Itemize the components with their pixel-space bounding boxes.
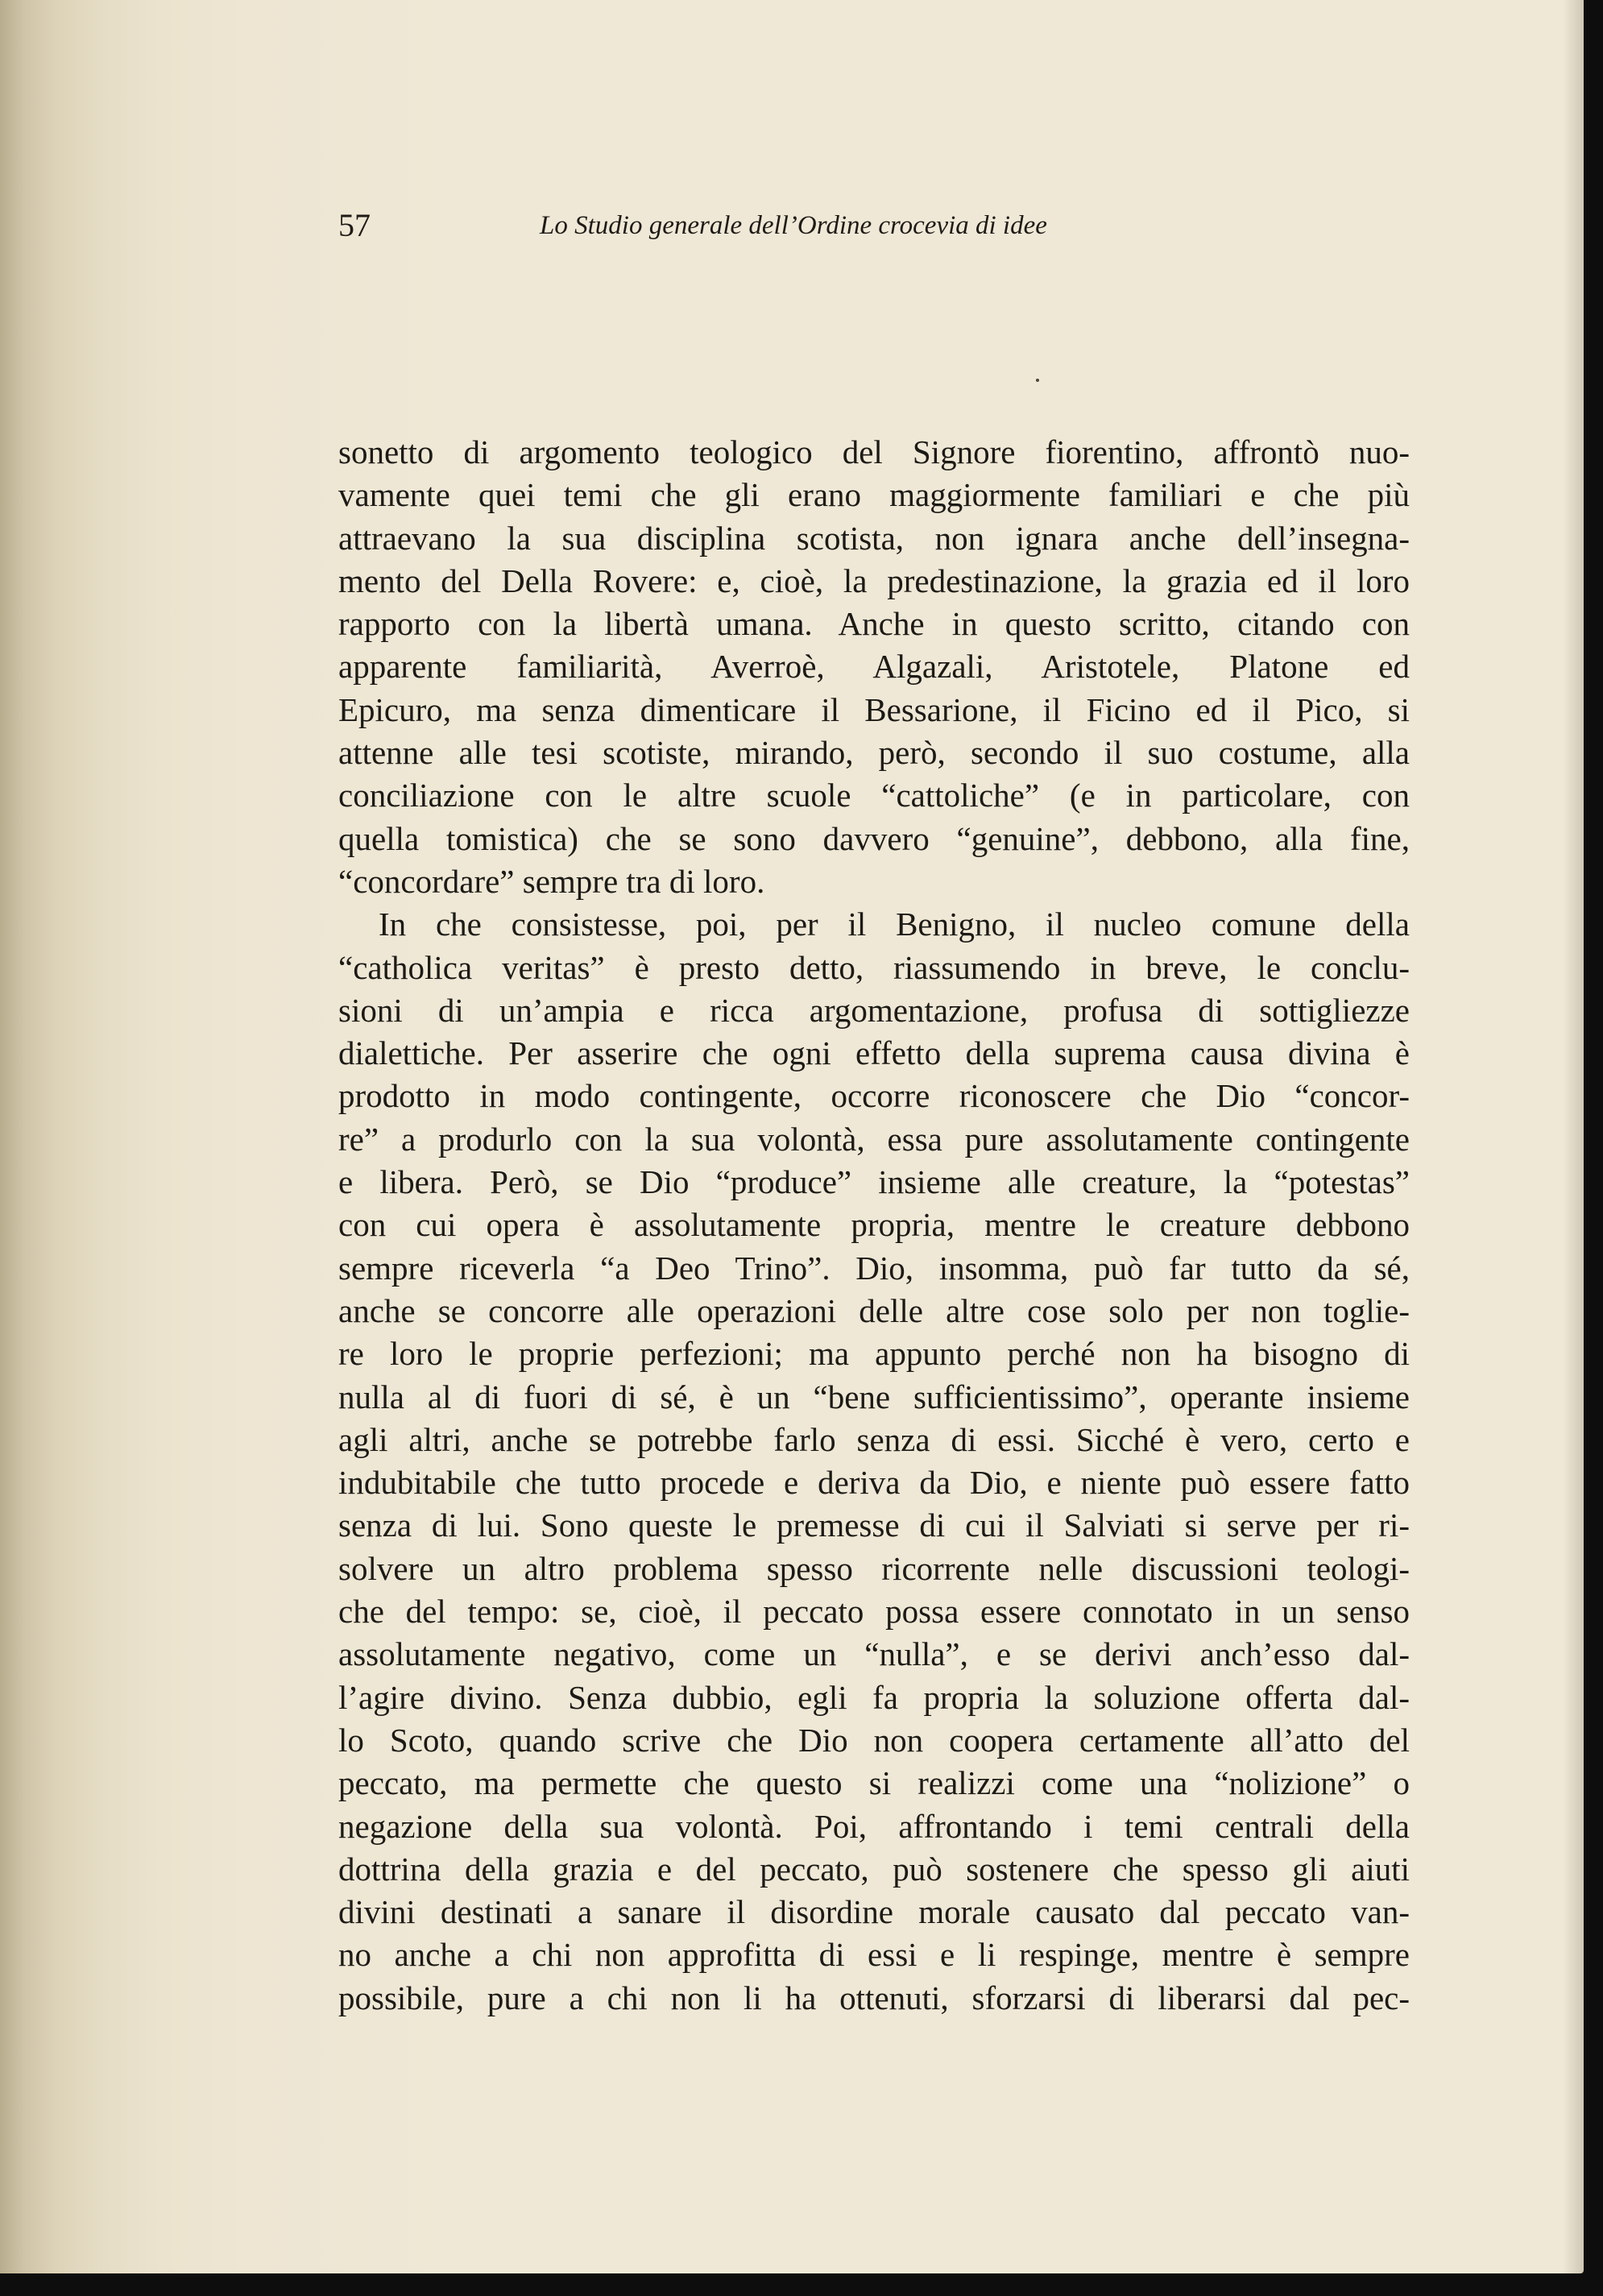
text-line: dialettiche. Per asserire che ogni effetto della suprema causa divina è: [338, 1034, 1410, 1072]
text-line: che del tempo: se, cioè, il peccato possa essere connotato in un senso: [338, 1593, 1410, 1631]
text-line: attraevano la sua disciplina scotista, non ignara anche dell’insegna-: [338, 519, 1410, 557]
body-text: [338, 431, 1410, 2020]
text-line: In che consistesse, poi, per il Benigno, il nucleo comune della: [379, 906, 1410, 943]
text-line: “catholica veritas” è presto detto, riassumendo in breve, le conclu-: [338, 948, 1410, 986]
text-line: attenne alle tesi scotiste, mirando, però, secondo il suo costume, alla: [338, 734, 1410, 772]
running-head: Lo Studio generale dell’Ordine crocevia di idee: [540, 211, 1047, 240]
text-line: dottrina della grazia e del peccato, può sostenere che spesso gli aiuti: [338, 1850, 1410, 1888]
text-line: indubitabile che tutto procede e deriva da Dio, e niente può essere fatto: [338, 1464, 1410, 1502]
text-line: no anche a chi non approfitta di essi e li respinge, mentre è sempre: [338, 1936, 1410, 1974]
text-line: re loro le proprie perfezioni; ma appunto perché non ha bisogno di: [338, 1335, 1410, 1373]
text-line: quella tomistica) che se sono davvero “genuine”, debbono, alla fine,: [338, 819, 1410, 857]
text-line: vamente quei temi che gli erano maggiormente familiari e che più: [338, 476, 1410, 514]
text-line: prodotto in modo contingente, occorre riconoscere che Dio “concor-: [338, 1077, 1410, 1115]
text-line: e libera. Però, se Dio “produce” insieme alle creature, la “potestas”: [338, 1163, 1410, 1201]
text-line: conciliazione con le altre scuole “cattoliche” (e in particolare, con: [338, 777, 1410, 814]
text-line: “concordare” sempre tra di loro.: [338, 862, 765, 900]
page-number: 57: [338, 207, 371, 243]
ink-speck: [1036, 379, 1039, 382]
text-line: l’agire divino. Senza dubbio, egli fa propria la soluzione offerta dal-: [338, 1678, 1410, 1716]
text-line: nulla al di fuori di sé, è un “bene sufficientissimo”, operante insieme: [338, 1378, 1410, 1415]
text-line: lo Scoto, quando scrive che Dio non coopera certamente all’atto del: [338, 1721, 1410, 1759]
text-line: negazione della sua volontà. Poi, affrontando i temi centrali della: [338, 1807, 1410, 1845]
text-line: mento del Della Rovere: e, cioè, la predestinazione, la grazia ed il loro: [338, 562, 1410, 599]
page-header: [338, 205, 1498, 246]
text-line: sioni di un’ampia e ricca argomentazione, profusa di sottigliezze: [338, 991, 1410, 1029]
text-line: sonetto di argomento teologico del Signore fiorentino, affrontò nuo-: [338, 433, 1410, 470]
text-line: divini destinati a sanare il disordine morale causato dal peccato van-: [338, 1893, 1410, 1931]
text-line: anche se concorre alle operazioni delle altre cose solo per non toglie-: [338, 1291, 1410, 1329]
text-line: re” a produrlo con la sua volontà, essa pure assolutamente contingente: [338, 1120, 1410, 1158]
text-line: rapporto con la libertà umana. Anche in questo scritto, citando con: [338, 605, 1410, 643]
text-line: possibile, pure a chi non li ha ottenuti, sforzarsi di liberarsi dal pec-: [338, 1979, 1410, 2016]
text-line: con cui opera è assolutamente propria, mentre le creature debbono: [338, 1206, 1410, 1244]
text-line: Epicuro, ma senza dimenticare il Bessarione, il Ficino ed il Pico, si: [338, 690, 1410, 728]
paragraph: [338, 903, 1410, 2020]
text-line: senza di lui. Sono queste le premesse di cui il Salviati si serve per ri-: [338, 1506, 1410, 1544]
text-line: sempre riceverla “a Deo Trino”. Dio, insomma, può far tutto da sé,: [338, 1249, 1410, 1287]
text-line: apparente familiarità, Averroè, Algazali, Aristotele, Platone ed: [338, 648, 1410, 686]
text-line: assolutamente negativo, come un “nulla”, e se derivi anch’esso dal-: [338, 1635, 1410, 1673]
text-line: solvere un altro problema spesso ricorrente nelle discussioni teologi-: [338, 1549, 1410, 1587]
paragraph: [338, 431, 1410, 903]
text-line: peccato, ma permette che questo si realizzi come una “nolizione” o: [338, 1764, 1410, 1802]
text-line: agli altri, anche se potrebbe farlo senza di essi. Sicché è vero, certo e: [338, 1420, 1410, 1458]
